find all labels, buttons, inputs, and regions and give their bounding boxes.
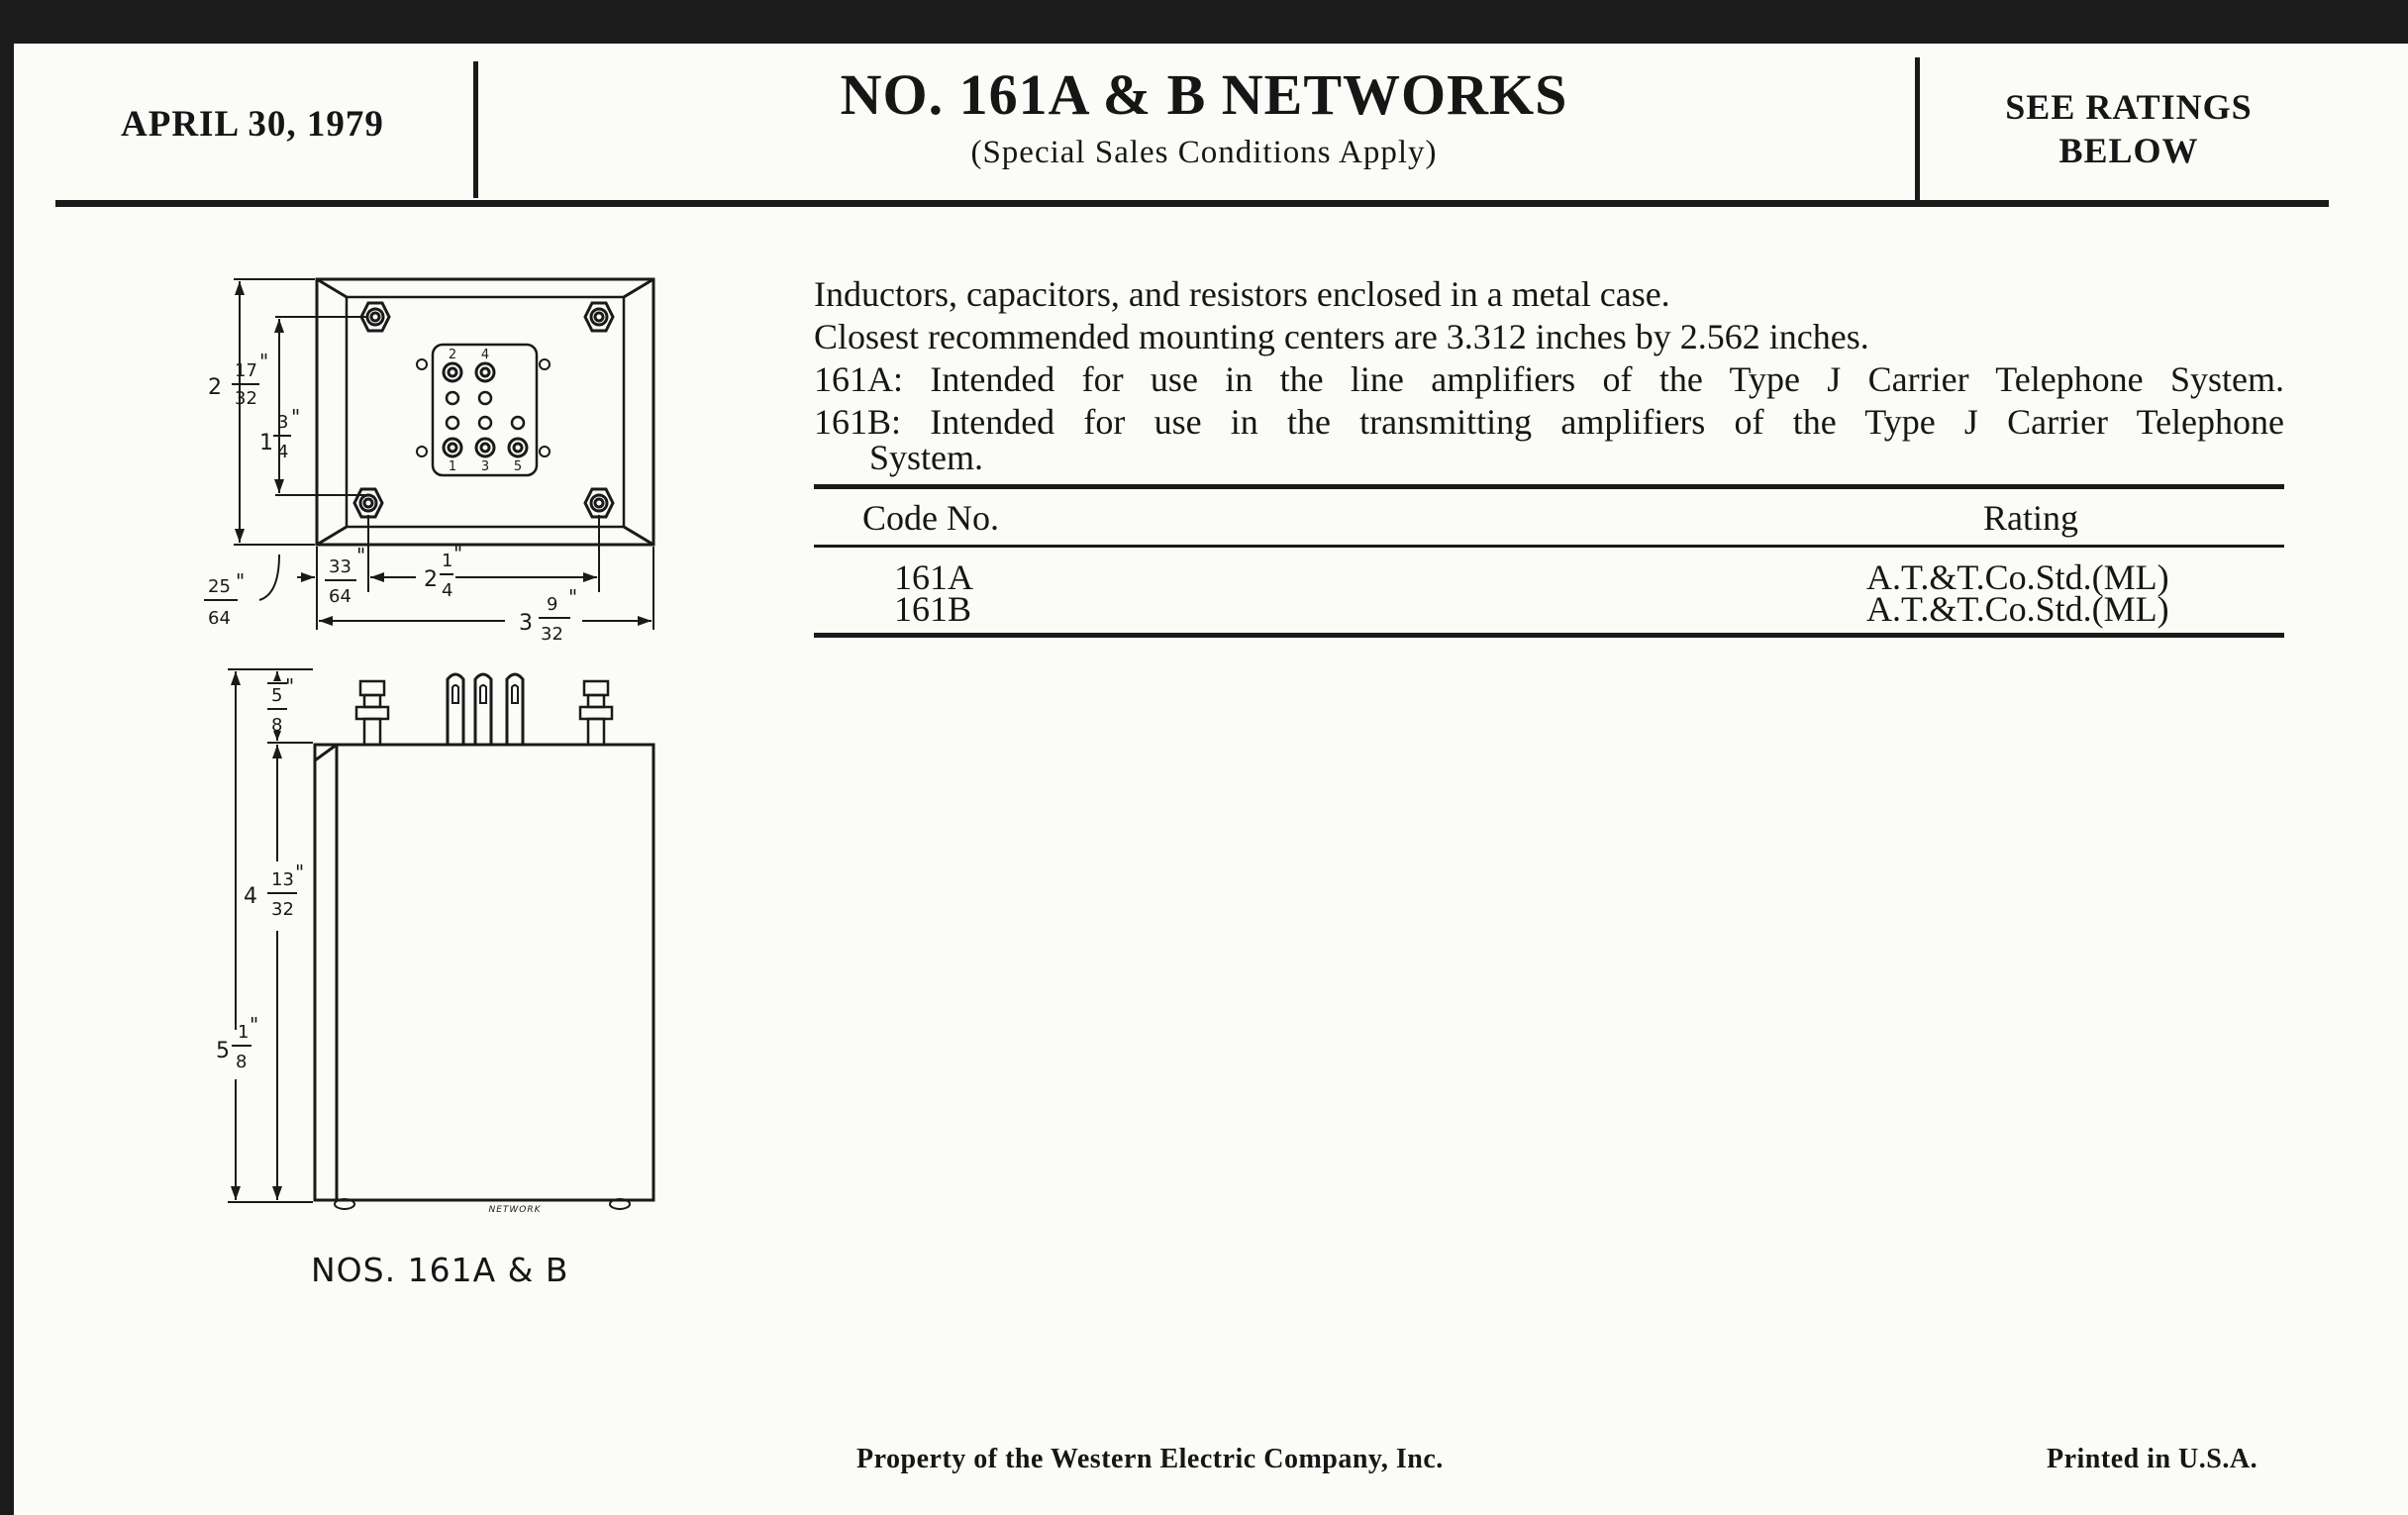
table-header-rule	[814, 545, 2284, 548]
item-161b-continuation: System.	[869, 438, 984, 477]
item-161a	[814, 358, 2284, 400]
terminal-icon	[476, 363, 494, 381]
svg-text:32: 32	[541, 624, 563, 645]
drawing-caption: NOS. 161A & B	[311, 1251, 569, 1289]
svg-text:8: 8	[271, 715, 283, 736]
header-rule	[55, 200, 2329, 207]
svg-text:4: 4	[244, 884, 257, 909]
network-dimension-drawing	[178, 257, 693, 1267]
network-label: NETWORK	[488, 1205, 542, 1215]
svg-text:1: 1	[238, 1022, 250, 1043]
terminal-number: 2	[448, 348, 457, 362]
table-top-rule	[814, 484, 2284, 489]
mounting-nut-icon	[585, 303, 613, 331]
item-161b-text: Intended for use in the transmitting amplifiers of the Type J Carrier Telephone	[930, 402, 2285, 442]
page-title: NO. 161A & B NETWORKS	[840, 62, 1568, 127]
mounting-stud-icon	[356, 681, 388, 745]
item-161a-text: Intended for use in the line amplifiers of the Type J Carrier Telephone System.	[930, 359, 2285, 399]
svg-text:1: 1	[442, 551, 453, 571]
svg-text:2: 2	[424, 567, 438, 592]
header-divider-right	[1915, 57, 1920, 204]
svg-text:64: 64	[208, 608, 231, 629]
dim-total-width	[519, 585, 577, 645]
terminal-icon	[444, 363, 461, 381]
table-row-2-rating: A.T.&T.Co.Std.(ML)	[1866, 589, 2169, 629]
table-bottom-rule	[814, 633, 2284, 638]
svg-text:9: 9	[547, 594, 558, 615]
solder-tag-icon	[448, 674, 463, 745]
mounting-nut-icon	[585, 489, 613, 517]
footer-printed: Printed in U.S.A.	[2047, 1444, 2258, 1474]
description-line-2: Closest recommended mounting centers are 3.312 inches by 2.562 inches.	[814, 317, 1869, 356]
item-161b-label: 161B:	[814, 402, 902, 442]
terminal-icon	[509, 439, 527, 456]
description-line-1: Inductors, capacitors, and resistors enclosed in a metal case.	[814, 274, 1670, 314]
table-row-1-code: 161A	[894, 557, 973, 597]
svg-text:32: 32	[271, 899, 294, 920]
svg-text:": "	[568, 585, 578, 609]
dim-top-height	[208, 350, 268, 409]
svg-text:3: 3	[277, 412, 289, 433]
item-161a-label: 161A:	[814, 359, 903, 399]
column-header-code: Code No.	[862, 498, 999, 538]
table-row-1-rating: A.T.&T.Co.Std.(ML)	[1866, 557, 2169, 597]
svg-text:": "	[250, 1013, 259, 1037]
solder-tag-icon	[475, 674, 491, 745]
svg-text:": "	[453, 542, 463, 565]
svg-text:25: 25	[208, 576, 231, 597]
svg-text:": "	[285, 674, 295, 698]
solder-tag-icon	[507, 674, 523, 745]
side-view-case	[315, 745, 653, 1200]
svg-text:33: 33	[329, 556, 351, 577]
terminal-icon	[444, 439, 461, 456]
terminal-number: 5	[513, 459, 523, 474]
mounting-nut-icon	[354, 489, 382, 517]
terminal-number: 4	[480, 348, 490, 362]
svg-text:3: 3	[519, 611, 533, 636]
mounting-stud-icon	[580, 681, 612, 745]
svg-text:8: 8	[236, 1052, 248, 1072]
footer-property: Property of the Western Electric Company, Inc.	[856, 1444, 1444, 1474]
svg-text:32: 32	[235, 388, 257, 409]
dim-total-height	[216, 1013, 258, 1072]
svg-text:17: 17	[235, 360, 257, 381]
svg-text:4: 4	[277, 442, 289, 462]
terminal-number: 3	[480, 459, 490, 474]
table-row-2-code: 161B	[894, 589, 972, 629]
svg-text:": "	[291, 405, 301, 429]
ratings-note-line2: BELOW	[2058, 131, 2199, 170]
terminal-icon	[476, 439, 494, 456]
ratings-note	[1931, 85, 2327, 172]
svg-text:": "	[259, 350, 269, 373]
page-subtitle: (Special Sales Conditions Apply)	[970, 135, 1438, 170]
svg-text:4: 4	[442, 580, 453, 601]
issue-date: APRIL 30, 1979	[121, 104, 384, 145]
dim-body-height	[244, 860, 304, 920]
column-header-rating: Rating	[1983, 498, 2078, 538]
svg-text:": "	[295, 860, 305, 884]
dim-mount-width	[424, 542, 462, 601]
svg-text:64: 64	[329, 586, 351, 607]
dim-offset-bottom	[325, 544, 365, 607]
svg-text:13: 13	[271, 869, 294, 890]
svg-text:2: 2	[208, 375, 222, 400]
ratings-note-line1: SEE RATINGS	[2005, 87, 2253, 127]
svg-text:1: 1	[259, 431, 273, 455]
svg-text:5: 5	[216, 1039, 230, 1063]
svg-text:5: 5	[271, 685, 283, 706]
svg-text:": "	[356, 544, 366, 567]
svg-text:": "	[236, 569, 246, 593]
terminal-number: 1	[448, 459, 457, 474]
dim-offset-left	[204, 569, 245, 629]
